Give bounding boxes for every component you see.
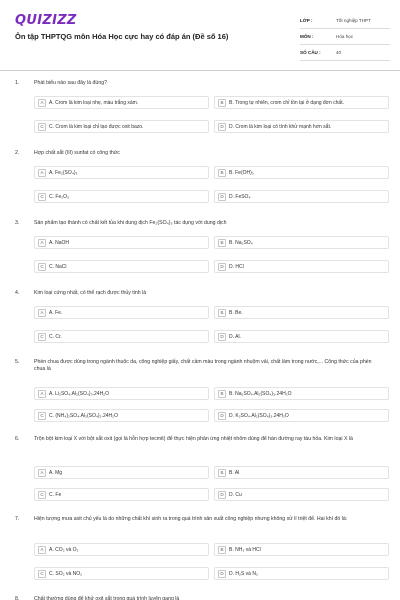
option-text: B. Na₂SO₄.Al₂(SO₄)₃.24H₂O [229, 390, 292, 397]
question-number: 5. [15, 359, 20, 365]
option-letter: B [218, 99, 226, 107]
worksheet-header [0, 0, 400, 66]
question-text: Chất thường dùng để khử oxit sắt trong quá trình luyện gang là [34, 596, 180, 600]
option-text: B. Fe(OH)₃ [229, 169, 254, 176]
option-letter: A [38, 239, 46, 247]
option-d[interactable] [214, 409, 389, 422]
option-text: D. H₂S và N₂ [229, 570, 258, 577]
option-text: D. HCl [229, 263, 244, 270]
option-text: B. Be. [229, 309, 243, 316]
question-text: Trộn bột kim loại X với bột sắt oxit (gọi là hỗn hợp tecmit) để thực hiện phản ứng nhiệt nhôm dùng để hàn đường ray tàu hỏa. Kim loại X là [34, 436, 353, 442]
option-b[interactable] [214, 236, 389, 249]
option-letter: D [218, 412, 226, 420]
option-a[interactable] [34, 466, 209, 479]
option-letter: C [38, 412, 46, 420]
option-letter: D [218, 570, 226, 578]
option-d[interactable] [214, 120, 389, 133]
option-text: A. Fe₂(SO₄)₃ [49, 169, 78, 176]
option-a[interactable] [34, 96, 209, 109]
option-text: C. Crom là kim loại chỉ tạo được oxit bazo. [49, 123, 144, 130]
question-number: 2. [15, 150, 20, 156]
option-a[interactable] [34, 166, 209, 179]
option-text: A. Mg [49, 469, 63, 476]
option-text: C. SO₂ và NO₂ [49, 570, 83, 577]
info-key: LỚP : [300, 18, 313, 23]
option-text: A. Crom là kim loại nhẹ, màu trắng xám. [49, 99, 139, 106]
option-a[interactable] [34, 387, 209, 400]
option-a[interactable] [34, 543, 209, 556]
option-b[interactable] [214, 387, 389, 400]
option-letter: A [38, 309, 46, 317]
question-number: 1. [15, 80, 20, 86]
question-text: Phát biểu nào sau đây là đúng? [34, 80, 107, 86]
option-letter: C [38, 193, 46, 201]
option-letter: D [218, 333, 226, 341]
quizizz-logo: QUIZIZZ [15, 13, 77, 28]
option-letter: B [218, 546, 226, 554]
option-text: A. Li₂SO₄.Al₂(SO₄)₃.24H₂O [49, 390, 110, 397]
option-c[interactable] [34, 488, 209, 501]
option-letter: A [38, 546, 46, 554]
question-number: 8. [15, 596, 20, 600]
info-key: MÔN : [300, 34, 314, 39]
option-text: B. NH₃ và HCl [229, 546, 261, 553]
option-b[interactable] [214, 306, 389, 319]
option-text: B. Na₂SO₄ [229, 239, 253, 246]
option-letter: A [38, 99, 46, 107]
info-panel [300, 13, 390, 61]
option-text: B. Al [229, 469, 240, 476]
question-text: Kim loại cứng nhất, có thể rạch được thủy tinh là [34, 290, 147, 296]
option-text: A. Fe. [49, 309, 63, 316]
option-letter: C [38, 333, 46, 341]
option-letter: A [38, 390, 46, 398]
option-a[interactable] [34, 236, 209, 249]
option-d[interactable] [214, 488, 389, 501]
question-number: 4. [15, 290, 20, 296]
option-text: C. Cr. [49, 333, 62, 340]
info-row-count [300, 45, 390, 61]
option-b[interactable] [214, 96, 389, 109]
option-letter: B [218, 239, 226, 247]
option-text: D. Crom là kim loại có tính khử mạnh hơn sắt. [229, 123, 332, 130]
info-value: Tốt nghiệp THPT [336, 18, 371, 23]
info-value: Hóa học [336, 34, 354, 39]
option-letter: B [218, 309, 226, 317]
info-key: SỐ CÂU : [300, 50, 321, 55]
option-letter: A [38, 469, 46, 477]
option-text: C. Fe₂O₃ [49, 193, 70, 200]
option-c[interactable] [34, 260, 209, 273]
option-text: D. K₂SO₄.Al₂(SO₄)₃.24H₂O [229, 412, 289, 419]
option-d[interactable] [214, 190, 389, 203]
info-value: 40 [336, 50, 342, 55]
option-letter: B [218, 390, 226, 398]
question-number: 6. [15, 436, 20, 442]
option-b[interactable] [214, 466, 389, 479]
option-letter: D [218, 263, 226, 271]
option-letter: A [38, 169, 46, 177]
question-text: Hiện tượng mưa axit chủ yếu là do những chất khí sinh ra trong quá trình sản xuất công nghiệp nhưng không xử lí triệt để. Hai khí đó là: [34, 516, 348, 522]
question-number: 3. [15, 220, 20, 226]
option-d[interactable] [214, 330, 389, 343]
option-letter: C [38, 570, 46, 578]
option-text: C. NaCl [49, 263, 67, 270]
option-d[interactable] [214, 567, 389, 580]
question-text: Hợp chất sắt (III) sunfat có công thức [34, 150, 120, 156]
option-b[interactable] [214, 166, 389, 179]
option-letter: D [218, 491, 226, 499]
option-text: B. Trong tự nhiên, crom chỉ tồn tại ở dạng đơn chất. [229, 99, 344, 106]
page-title: Ôn tập THPTQG môn Hóa Học cực hay có đáp án (Đề số 16) [15, 32, 229, 41]
option-letter: B [218, 469, 226, 477]
option-c[interactable] [34, 567, 209, 580]
option-text: A. NaOH [49, 239, 70, 246]
option-letter: D [218, 123, 226, 131]
option-text: C. (NH₄)₂SO₄.Al₂(SO₄)₃.24H₂O [49, 412, 118, 419]
option-letter: D [218, 193, 226, 201]
question-text: Phèn chua được dùng trong ngành thuộc da, công nghiệp giấy, chất cầm màu trong ngành nhuộm vải, chất làm trong nước,... Công thức của phèn chua là [34, 359, 372, 373]
option-text: D. FeSO₄ [229, 193, 251, 200]
option-c[interactable] [34, 120, 209, 133]
option-c[interactable] [34, 409, 209, 422]
option-d[interactable] [214, 260, 389, 273]
info-row-grade [300, 13, 390, 29]
info-row-subject [300, 29, 390, 45]
option-letter: C [38, 123, 46, 131]
option-letter: B [218, 169, 226, 177]
question-text: Sản phẩm tạo thành có chất kết tủa khi dung dịch Fe₂(SO₄)₃ tác dụng với dung dịch [34, 220, 227, 226]
question-number: 7. [15, 516, 20, 522]
option-text: A. CO₂ và O₂ [49, 546, 79, 553]
option-text: D. Al. [229, 333, 241, 340]
option-letter: C [38, 263, 46, 271]
option-c[interactable] [34, 330, 209, 343]
option-c[interactable] [34, 190, 209, 203]
option-a[interactable] [34, 306, 209, 319]
option-text: D. Cu [229, 491, 242, 498]
option-letter: C [38, 491, 46, 499]
option-b[interactable] [214, 543, 389, 556]
header-divider [0, 70, 400, 71]
option-text: C. Fe [49, 491, 62, 498]
